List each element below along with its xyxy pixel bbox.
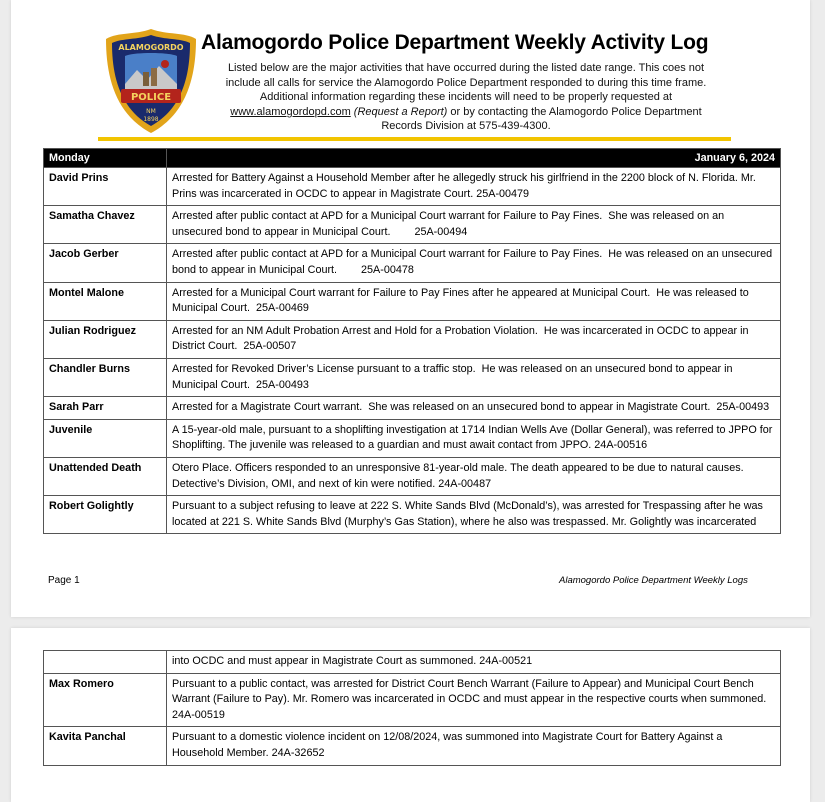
entry-name: Robert Golightly: [44, 496, 167, 534]
footer-doc-name: Alamogordo Police Department Weekly Logs: [559, 575, 748, 586]
entry-name: Sarah Parr: [44, 397, 167, 420]
day-header-row: [44, 149, 781, 168]
table-row: [44, 673, 781, 727]
intro-line: [201, 105, 731, 120]
day-date: January 6, 2024: [167, 149, 781, 168]
table-row: [44, 651, 781, 674]
police-badge-logo: [103, 26, 199, 136]
request-report-text: (Request a Report): [353, 105, 448, 118]
entry-name: Chandler Burns: [44, 358, 167, 396]
entry-description: Arrested after public contact at APD for a Municipal Court warrant for Failure to Pay Fines. He was released on an unsecured bond to appear in Municipal Court. 25A-00478: [167, 244, 781, 282]
page-title: Alamogordo Police Department Weekly Activity Log: [201, 31, 709, 54]
entry-name: [44, 651, 167, 674]
entry-description: into OCDC and must appear in Magistrate Court as summoned. 24A-00521: [167, 651, 781, 674]
table-row: [44, 727, 781, 765]
entry-description: Arrested for Battery Against a Household Member after he allegedly struck his girlfriend in the 2200 block of N. Florida. Mr. Prins was incarcerated in OCDC to appear in Magistrate Court. 25A-00479: [167, 168, 781, 206]
intro-line: include all calls for service the Alamogordo Police Department responded to during this time frame.: [225, 76, 707, 89]
entry-name: Unattended Death: [44, 457, 167, 495]
entry-description: Pursuant to a subject refusing to leave at 222 S. White Sands Blvd (McDonald’s), was arrested for Trespassing after he was located at 221 S. White Sands Blvd (Murphy’s Gas Station), where he also was trespassed. Mr. Golightly was incarcerated: [167, 496, 781, 534]
logo-year-text: 1898: [143, 116, 159, 123]
intro-line: Additional information regarding these incidents will need to be properly requested at: [259, 91, 673, 104]
entry-name: David Prins: [44, 168, 167, 206]
table-row: [44, 419, 781, 457]
entry-description: Arrested for a Municipal Court warrant for Failure to Pay Fines after he appeared at Municipal Court. He was released to Municipal Court. 25A-00469: [167, 282, 781, 320]
intro-line: Records Division at 575-439-4300.: [381, 120, 551, 133]
logo-state-text: NM: [146, 108, 156, 115]
table-row: [44, 320, 781, 358]
entry-description: Otero Place. Officers responded to an unresponsive 81-year-old male. The death appeared to be due to natural causes. Detective’s Division, OMI, and next of kin were notified. 24A-00487: [167, 457, 781, 495]
logo-top-text: ALAMOGORDO: [118, 43, 184, 52]
entry-name: Samatha Chavez: [44, 206, 167, 244]
table-row: [44, 282, 781, 320]
intro-line: Listed below are the major activities that have occurred during the listed date range. This coes not: [227, 62, 705, 74]
intro-line-tail: or by contacting the Alamogordo Police Department: [450, 105, 702, 118]
table-row: [44, 496, 781, 534]
entry-description: Arrested for a Magistrate Court warrant. She was released on an unsecured bond to appear in Magistrate Court. 25A-00493: [167, 397, 781, 420]
page-number: Page 1: [48, 575, 80, 586]
entry-name: Juvenile: [44, 419, 167, 457]
table-row: [44, 457, 781, 495]
entry-description: Pursuant to a public contact, was arrested for District Court Bench Warrant (Failure to Appear) and Municipal Court Bench Warrant (Failure to Pay). Mr. Romero was incarcerated in OCDC and must appear in the respective courts when summoned. 24A-00519: [167, 673, 781, 727]
document-page-1: [11, 0, 810, 617]
page-header: [11, 0, 810, 145]
document-page-2: [11, 628, 810, 802]
table-row: [44, 397, 781, 420]
table-row: [44, 206, 781, 244]
table-row: [44, 244, 781, 282]
table-row: [44, 358, 781, 396]
entry-description: A 15-year-old male, pursuant to a shoplifting investigation at 1714 Indian Wells Ave (Dollar General), was referred to JPPO for Shoplifting. The juvenile was released to a guardian and must await contact from JPPO. 24A-00516: [167, 419, 781, 457]
header-divider: [98, 137, 731, 141]
entry-description: Arrested for Revoked Driver’s License pursuant to a traffic stop. He was released on an unsecured bond to appear in Municipal Court. 25A-00493: [167, 358, 781, 396]
table-row: [44, 168, 781, 206]
entry-name: Montel Malone: [44, 282, 167, 320]
entry-name: Jacob Gerber: [44, 244, 167, 282]
entry-description: Pursuant to a domestic violence incident on 12/08/2024, was summoned into Magistrate Court for Battery Against a Household Member. 24A-32652: [167, 727, 781, 765]
entry-description: Arrested for an NM Adult Probation Arrest and Hold for a Probation Violation. He was incarcerated in OCDC to appear in District Court. 25A-00507: [167, 320, 781, 358]
intro-text: [201, 61, 731, 134]
activity-table: [43, 148, 781, 534]
activity-table-continued: [43, 650, 781, 766]
table-viewport: [11, 148, 810, 569]
entry-name: Julian Rodriguez: [44, 320, 167, 358]
logo-center-text: POLICE: [130, 92, 172, 103]
entry-name: Max Romero: [44, 673, 167, 727]
website-link[interactable]: www.alamogordopd.com: [230, 105, 351, 118]
day-label: Monday: [44, 149, 167, 168]
entry-name: Kavita Panchal: [44, 727, 167, 765]
entry-description: Arrested after public contact at APD for a Municipal Court warrant for Failure to Pay Fines. She was released on an unsecured bond to appear in Municipal Court. 25A-00494: [167, 206, 781, 244]
